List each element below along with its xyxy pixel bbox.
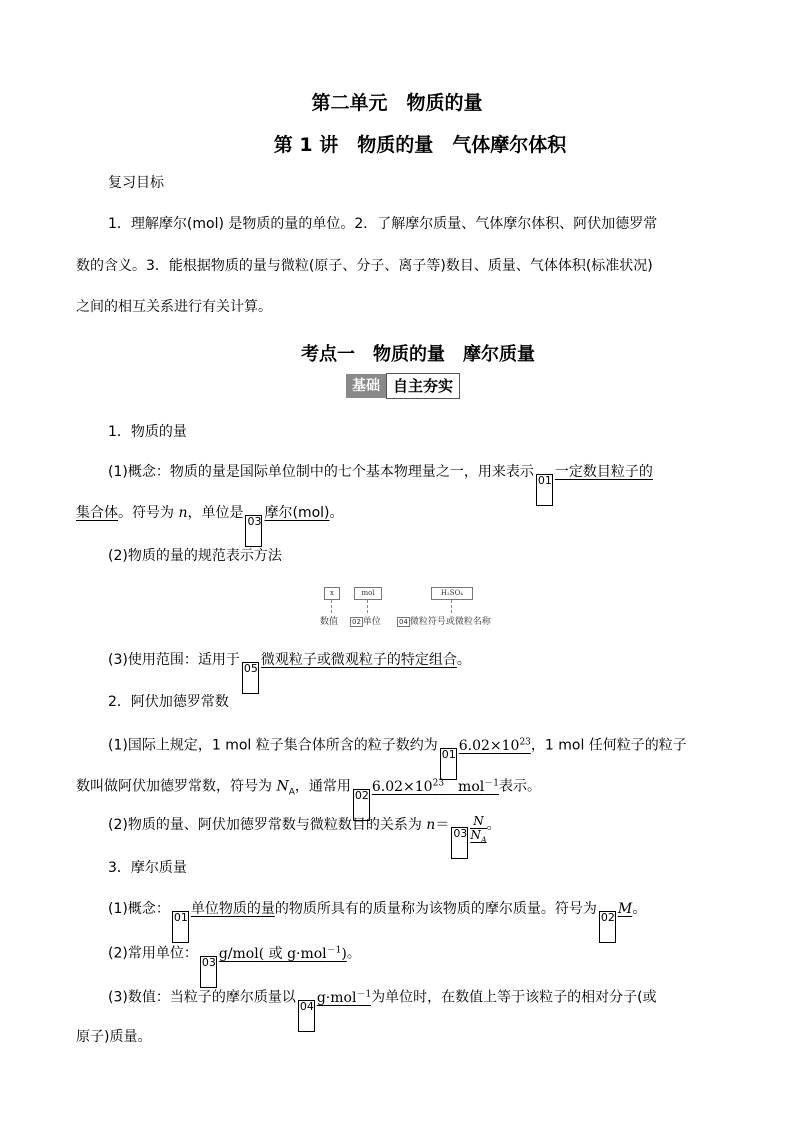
- s3-p1-text: (1)概念：: [108, 901, 170, 917]
- answer-box-01-s2: 01: [440, 748, 457, 780]
- s3-p3-answer-base: g·mol: [316, 989, 357, 1006]
- answer-box-03-s3: 03: [200, 956, 217, 988]
- s3-p2-answer-close: ): [341, 945, 347, 962]
- review-line-3: 之间的相互关系进行有关计算。: [76, 299, 272, 315]
- s2-p2-unit-exp: －1: [484, 778, 499, 788]
- s1-scope-line: [108, 650, 471, 694]
- review-line-2: 数的含义。3．能根据物质的量与微粒(原子、分子、离子等)数目、质量、气体体积(标准状况): [76, 258, 653, 274]
- s2-p2-answer-exp: 23: [432, 778, 445, 788]
- s3-line-1: [108, 899, 646, 943]
- s3-p1-end: 。: [632, 901, 647, 917]
- s3-p2-answer: [219, 946, 347, 962]
- diagram-arrow-2: [367, 600, 368, 613]
- s3-line-3: [108, 984, 657, 1032]
- answer-box-02-s3: 02: [599, 911, 616, 943]
- s1-symbol-text: 。符号为: [118, 505, 179, 521]
- diagram-h2so4-box: H₂SO₄: [431, 587, 473, 600]
- s2-p2-unit: mol: [458, 778, 485, 795]
- s1-scope-text: (3)使用范围：适用于: [108, 652, 240, 668]
- s1-heading: 1．物质的量: [108, 424, 187, 440]
- s2-p1-answer: [459, 738, 531, 754]
- s1-symbol-n: n: [178, 505, 188, 521]
- diagram-label-value: 数值: [320, 617, 339, 627]
- diagram-label-unit: [350, 614, 381, 627]
- s1-norm: (2)物质的量的规范表示方法: [108, 548, 282, 564]
- answer-box-05: 05: [242, 662, 259, 694]
- answer-box-03: 03: [245, 515, 262, 547]
- s1-unit-answer: 摩尔(mol): [264, 505, 330, 521]
- fraction-numerator: N: [470, 815, 486, 829]
- fraction-denominator: [470, 828, 487, 845]
- s3-symbol-m: M: [617, 901, 633, 917]
- badge-self-study: 自主夯实: [386, 373, 460, 399]
- answer-box-03-s2: 03: [451, 827, 468, 859]
- s3-line-2: [108, 940, 361, 988]
- diagram-box-02: 02: [352, 618, 361, 626]
- s1-concept-answer-2: 集合体: [76, 505, 118, 521]
- s2-na-sub: A: [288, 787, 295, 798]
- answer-box-02-s2: 02: [353, 789, 370, 821]
- s1-period: 。: [329, 505, 344, 521]
- section-badge: [346, 373, 460, 401]
- diagram-x-box: x: [324, 587, 340, 600]
- s1-concept-text: (1)概念：物质的量是国际单位制中的七个基本物理量之一，用来表示: [108, 464, 534, 480]
- s2-p1-text: (1)国际上规定，1 mol 粒子集合体所含的粒子数约为: [108, 737, 438, 754]
- s2-p2-answer-base: 6.02×10: [371, 778, 433, 795]
- answer-box-01: 01: [536, 474, 553, 506]
- fraction-den-n: N: [470, 828, 481, 842]
- review-line-1: 1．理解摩尔(mol) 是物质的量的单位。2．了解摩尔质量、气体摩尔体积、阿伏加德罗常: [108, 216, 658, 232]
- s3-p2-answer-base: g/mol( 或 g·mol: [218, 945, 327, 962]
- s2-p2-end: 表示。: [498, 778, 541, 795]
- s1-concept-answer: 一定数目粒子的: [554, 464, 653, 480]
- s2-p1-answer-base: 6.02×10: [458, 737, 520, 754]
- s3-p1-answer: 单位物质的量: [190, 901, 275, 917]
- unit-title: 第二单元 物质的量: [311, 92, 483, 114]
- s2-p3-eq: ＝: [435, 817, 450, 833]
- diagram-arrow-1: [331, 600, 332, 613]
- kaodian-title: 考点一 物质的量 摩尔质量: [301, 344, 535, 365]
- s1-concept-line-2: [76, 503, 344, 547]
- s2-p3-n: n: [426, 817, 436, 833]
- s2-p3-text: (2)物质的量、阿伏加德罗常数与微粒数目的关系为: [108, 817, 427, 833]
- s1-concept-line: [108, 462, 653, 506]
- s2-line-3: [108, 815, 501, 859]
- s1-scope-period: 。: [456, 652, 471, 668]
- notation-diagram: [318, 585, 508, 627]
- s3-p2-answer-exp: －1: [326, 945, 342, 955]
- s2-p2-answer: [372, 779, 499, 795]
- diagram-box-04: 04: [399, 618, 408, 626]
- s2-p1-answer-exp: 23: [519, 737, 531, 747]
- s3-p1-text-2: 的物质所具有的质量称为该物质的摩尔质量。符号为: [274, 901, 597, 917]
- diagram-arrow-3: [451, 600, 452, 613]
- badge-basic: 基础: [346, 374, 386, 398]
- s3-p2-end: 。: [346, 945, 361, 962]
- s3-p3-text-2: 为单位时，在数值上等于该粒子的相对分子(或: [371, 989, 657, 1006]
- s2-na-symbol: N: [276, 778, 289, 795]
- s2-p1-text-2: ，1 mol 任何粒子的粒子: [530, 737, 687, 754]
- answer-box-01-s3: 01: [172, 911, 189, 943]
- fraction-den-sub: A: [480, 835, 487, 845]
- s1-unit-text: ，单位是: [187, 505, 244, 521]
- review-label: 复习目标: [108, 175, 164, 191]
- s3-p3-answer-exp: －1: [356, 989, 372, 999]
- s3-line-4: 原子)质量。: [76, 1029, 152, 1045]
- diagram-label-particle: [397, 614, 491, 627]
- s1-scope-answer: 微观粒子或微观粒子的特定组合: [260, 652, 457, 668]
- s3-p3-text: (3)数值：当粒子的摩尔质量以: [108, 989, 296, 1006]
- s2-p2-text: 数叫做阿伏加德罗常数，符号为: [76, 778, 277, 795]
- s2-p2-text-2: ，通常用: [294, 778, 351, 795]
- s2-heading: 2．阿伏加德罗常数: [108, 694, 229, 710]
- s3-p2-text: (2)常用单位：: [108, 945, 198, 962]
- s3-p3-answer: [317, 990, 371, 1006]
- answer-box-04-s3: 04: [298, 1000, 315, 1032]
- diagram-particle-text: 微粒符号或微粒名称: [409, 617, 491, 627]
- s3-heading: 3．摩尔质量: [108, 860, 187, 876]
- s2-fraction: [470, 815, 486, 846]
- s2-line-2: [76, 773, 541, 821]
- diagram-unit-text: 单位: [362, 617, 381, 627]
- lecture-title: 第 1 讲 物质的量 气体摩尔体积: [273, 134, 567, 156]
- s2-p3-end: 。: [486, 817, 501, 833]
- diagram-mol-box: mol: [354, 587, 382, 600]
